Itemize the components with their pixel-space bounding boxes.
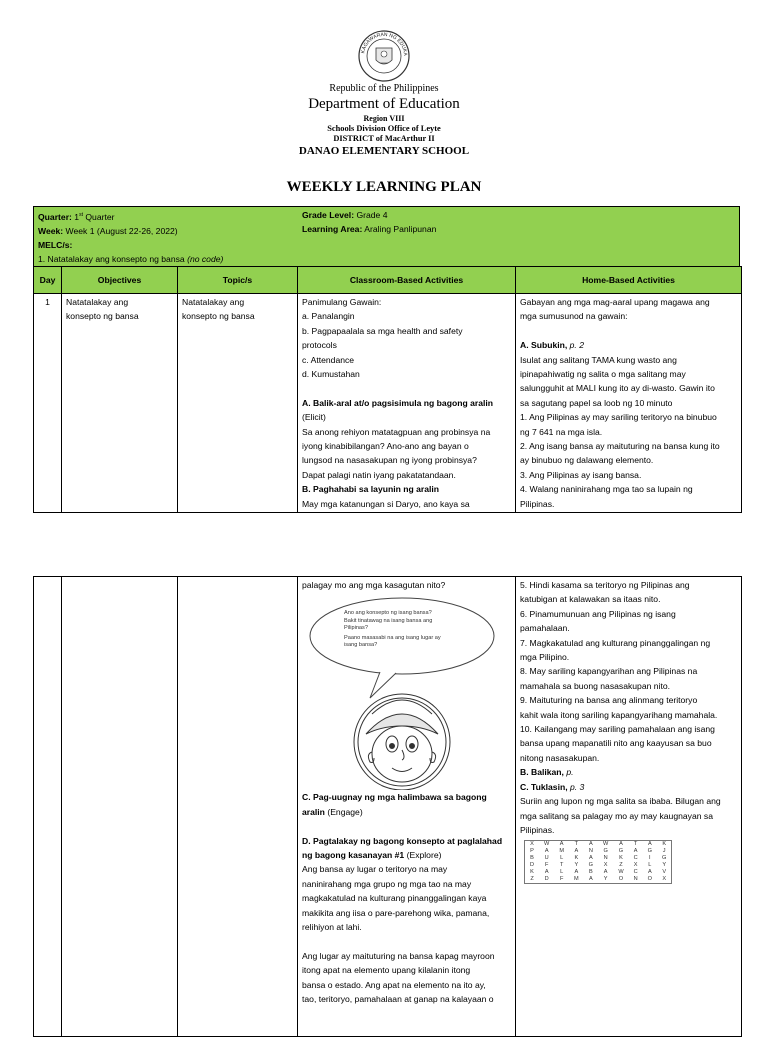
grid-letter[interactable]: P [530,848,534,855]
bubble-line: isang bansa? [344,642,378,649]
classroom-line: protocols [302,340,337,351]
grid-letter[interactable]: T [633,841,638,848]
home-line: pamahalaan. [520,623,570,634]
classroom-line: Panimulang Gawain: [302,297,382,307]
classroom-line: relihiyon at lahi. [302,922,362,933]
grid-letter[interactable]: U [544,855,549,862]
division-line: Schools Division Office of Leyte [327,124,441,133]
classroom-line: tao, teritoryo, pamahalaan at ganap na kalayaan o [302,994,494,1005]
grid-letter[interactable]: L [648,862,652,869]
grid-letter[interactable]: X [530,841,534,848]
home-cell [516,577,742,1037]
home-line: nitong nasasakupan. [520,752,600,763]
grid-letter[interactable]: A [574,848,579,855]
topics-line: Natatalakay ang [182,297,245,307]
home-line: katubigan at kalawakan sa itaas nito. [520,594,661,605]
home-line: mga sumusunod na gawain: [520,311,628,322]
grid-letter[interactable]: A [647,841,652,848]
home-line: 3. Ang Pilipinas ay isang bansa. [520,469,642,480]
plan-table-page1 [33,266,742,513]
daryo-illustration [302,594,508,790]
explore-label: (Explore) [406,850,442,861]
grid-letter[interactable]: T [574,841,579,848]
classroom-cell [298,577,516,1037]
section-c-title: aralin [302,806,325,817]
tuklasin-page: p. 3 [569,781,585,792]
grid-letter[interactable]: K [574,855,579,862]
grid-letter[interactable]: I [649,855,651,862]
grid-letter[interactable]: W [618,869,624,876]
classroom-line: Sa anong rehiyon matatagpuan ang probinsya na [302,426,491,437]
classroom-line: makikita ang iisa o pare-parehong wika, pamana, [302,907,490,918]
deped-seal-logo [358,30,410,82]
home-line: 7. Magkakatulad ang kulturang pinanggalingan ng [520,637,711,648]
col-header-classroom: Classroom-Based Activities [298,267,516,294]
grid-letter[interactable]: K [619,855,623,862]
department-line: Department of Education [308,96,460,112]
grid-letter[interactable]: A [588,855,593,862]
quarter-value: 1 [74,211,80,222]
balikan-title: B. Balikan, [520,767,564,778]
grid-letter[interactable]: J [662,848,666,855]
grid-row [525,848,672,855]
section-d-title: D. Pagtalakay ng bagong konsepto at paglalahad [302,835,503,846]
home-line: bansa upang mapanatili nito ang kaayusan sa buo [520,738,712,749]
section-c-title: C. Pag-uugnay ng mga halimbawa sa bagong [302,792,487,803]
home-line: ng 7 641 na mga isla. [520,426,603,437]
classroom-line: b. Pagpapaalala sa mga health and safety [302,325,463,336]
grid-letter[interactable]: X [633,862,638,869]
table-header-row [34,267,742,294]
classroom-line: Ang bansa ay lugar o teritoryo na may [302,864,448,875]
subukin-page: p. 2 [569,340,584,351]
day-cell: 1 [34,294,62,513]
grid-letter[interactable]: A [574,869,579,876]
home-line: Gabayan ang mga mag-aaral upang magawa ang [520,297,710,307]
week-value: Week 1 (August 22-26, 2022) [65,225,178,236]
info-block [33,206,740,266]
melc-label: MELC/s: [38,239,73,250]
grid-letter[interactable]: A [588,876,593,883]
district-line: DISTRICT of MacArthur II [333,134,435,143]
grid-row [525,862,672,869]
grid-letter[interactable]: G [603,848,608,855]
melc-code: (no code) [187,253,224,264]
grid-letter[interactable]: N [633,876,638,883]
bubble-line: Ano ang konsepto ng isang bansa? [344,610,432,617]
grid-letter[interactable]: V [662,869,667,876]
classroom-line: itong apat na elemento upang kilalanin itong [302,965,471,976]
word-search-grid [524,840,672,884]
grade-value: Grade 4 [356,210,388,220]
subukin-title: A. Subukin, [520,340,568,351]
section-a-title: A. Balik-aral at/o pagsisimula ng bagong aralin [302,397,494,408]
area-value: Araling Panlipunan [364,224,437,234]
region-line: Region VIII [363,114,405,123]
classroom-line: palagay mo ang mga kasagutan nito? [302,580,446,590]
objectives-line: Natatalakay ang [66,297,129,307]
grid-letter[interactable]: Z [619,862,623,869]
quarter-label: Quarter: [38,211,72,222]
quarter-suffix: Quarter [85,211,115,222]
home-line: mga salitang sa palagay mo ay may kaugnayan sa [520,810,713,821]
home-line: 1. Ang Pilipinas ay may sariling teritoryo na binubuo [520,412,717,423]
grid-letter[interactable]: W [603,841,609,848]
grid-letter[interactable]: Y [603,876,608,883]
classroom-cell [298,294,516,513]
home-line: sa sagutang papel sa loob ng 10 minuto [520,397,673,408]
grid-letter[interactable]: M [559,848,564,855]
topics-cell [178,294,298,513]
objectives-cell-empty [62,577,178,1037]
boy-face-icon [354,694,450,790]
classroom-line: May mga katanungan si Daryo, ano kaya sa [302,498,470,509]
classroom-line: c. Attendance [302,354,355,365]
home-line: 10. Kailangang may sariling pamahalaan ang isang [520,724,715,735]
home-line: Pilipinas. [520,824,555,835]
area-label: Learning Area: [302,224,363,234]
grid-letter[interactable]: B [588,869,593,876]
grid-row [525,876,672,884]
grid-letter[interactable]: F [559,876,564,883]
topics-line: konsepto ng bansa [182,311,255,322]
classroom-line: lungsod na nasasakupan ng iyong probinsya? [302,455,477,466]
grid-letter[interactable]: K [662,841,667,848]
balikan-page: p. [566,767,574,778]
home-line: kahit wala itong sariling kapangyarihang mamahala. [520,709,718,720]
svg-text:KAGAWARAN NG EDUKASYON: KAGAWARAN NG EDUKA [360,31,409,57]
col-header-home: Home-Based Activities [516,267,742,294]
grid-letter[interactable]: X [662,876,667,883]
home-line: 5. Hindi kasama sa teritoryo ng Pilipinas ang [520,580,690,590]
grid-letter[interactable]: A [633,848,638,855]
melc-item: 1. Natatalakay ang konsepto ng bansa [38,253,185,264]
classroom-line: d. Kumustahan [302,369,360,380]
home-line: 6. Pinamumunuan ang Pilipinas ng isang [520,608,676,619]
section-b-title: B. Paghahabi sa layunin ng aralin [302,484,440,495]
grid-letter[interactable]: O [647,876,652,883]
week-label: Week: [38,225,64,236]
topics-cell-empty [178,577,298,1037]
grid-letter[interactable]: D [544,876,549,883]
grid-letter[interactable]: G [647,848,652,855]
table-row [34,294,742,513]
home-line: 9. Maituturing na bansa ang alinmang teritoryo [520,695,698,706]
col-header-day: Day [34,267,62,294]
grid-letter[interactable]: M [574,876,579,883]
grid-letter[interactable]: N [603,855,608,862]
grid-letter[interactable]: T [559,862,564,869]
grid-row [525,841,672,849]
grid-letter[interactable]: A [588,841,593,848]
home-line: ay binubuo ng dalawang elemento. [520,455,654,466]
grid-letter[interactable]: G [618,848,624,855]
home-line: ipinapahiwatig ng salita o mga salitang may [520,369,686,380]
grid-letter[interactable]: Y [662,862,667,869]
grid-row [525,869,672,876]
bubble-line: Pilipinas? [344,625,368,632]
objectives-line: konsepto ng bansa [66,311,139,322]
grid-letter[interactable]: A [559,841,564,848]
bubble-line: Bakit tinatawag na isang bansa ang [344,618,433,625]
tuklasin-title: C. Tuklasin, [520,781,568,792]
grid-row [525,855,672,862]
col-header-objectives: Objectives [62,267,178,294]
plan-table-page2 [33,576,742,1037]
grid-letter[interactable]: Y [574,862,579,869]
home-line: salungguhit at MALI kung ito ay di-wasto. Gawin ito [520,383,715,394]
engage-label: (Engage) [327,806,363,817]
grade-label: Grade Level: [302,210,355,220]
objectives-cell [62,294,178,513]
day-cell-empty [34,577,62,1037]
classroom-line: a. Panalangin [302,311,355,322]
home-line: 4. Walang naninirahang mga tao sa lupain ng [520,484,693,495]
section-d-title: ng bagong kasanayan #1 [302,850,405,861]
grid-letter[interactable]: A [544,848,549,855]
grid-letter[interactable]: K [530,869,534,876]
grid-letter[interactable]: L [560,869,564,876]
home-line: Pilipinas. [520,498,555,509]
classroom-line: Ang lugar ay maituturing na bansa kapag mayroon [302,950,495,961]
col-header-topics: Topic/s [178,267,298,294]
grid-letter[interactable]: C [633,855,638,862]
grid-letter[interactable]: O [618,876,624,883]
grid-letter[interactable]: B [530,855,534,862]
grid-letter[interactable]: N [588,848,593,855]
grid-letter[interactable]: D [530,862,535,869]
table-row [34,577,742,1037]
home-line: mamahala sa buong nasasakupan nito. [520,680,671,691]
plan-title: WEEKLY LEARNING PLAN [286,179,482,195]
home-line: Isulat ang salitang TAMA kung wasto ang [520,354,677,365]
grid-letter[interactable]: Z [530,876,534,883]
school-name: DANAO ELEMENTARY SCHOOL [298,145,470,157]
home-line: Suriin ang lupon ng mga salita sa ibaba. Bilugan ang [520,796,721,807]
classroom-line: iyong kinabibilangan? Ano-ano ang bayan o [302,441,469,452]
classroom-line: Dapat palagi natin iyang pakatatandaan. [302,469,456,480]
classroom-line: magkakatulad na kulturang pinanggalingan kaya [302,893,487,904]
home-cell [516,294,742,513]
quarter-sup: st [79,212,83,218]
classroom-line: naninirahang mga grupo ng mga tao na may [302,878,472,889]
classroom-line: (Elicit) [302,412,326,423]
grid-letter[interactable]: G [588,862,594,869]
grid-letter[interactable]: X [603,862,608,869]
grid-letter[interactable]: A [647,869,652,876]
home-line: 8. May sariling kapangyarihan ang Pilipinas na [520,666,698,677]
grid-letter[interactable]: C [633,869,638,876]
home-line: 2. Ang isang bansa ay maituturing na bansa kung ito [520,441,720,452]
home-line: mga Pilipino. [520,652,570,663]
classroom-line: bansa o estado. Ang apat na elemento na ito ay, [302,979,486,990]
grid-letter[interactable]: L [560,855,564,862]
grid-letter[interactable]: G [662,855,667,862]
grid-letter[interactable]: A [544,869,549,876]
bubble-line: Paano masasabi na ang isang lugar ay [344,635,441,642]
grid-letter[interactable]: W [544,841,550,848]
grid-letter[interactable]: A [603,869,608,876]
grid-letter[interactable]: F [544,862,549,869]
republic-line: Republic of the Philippines [329,83,439,94]
grid-letter[interactable]: A [619,841,623,848]
